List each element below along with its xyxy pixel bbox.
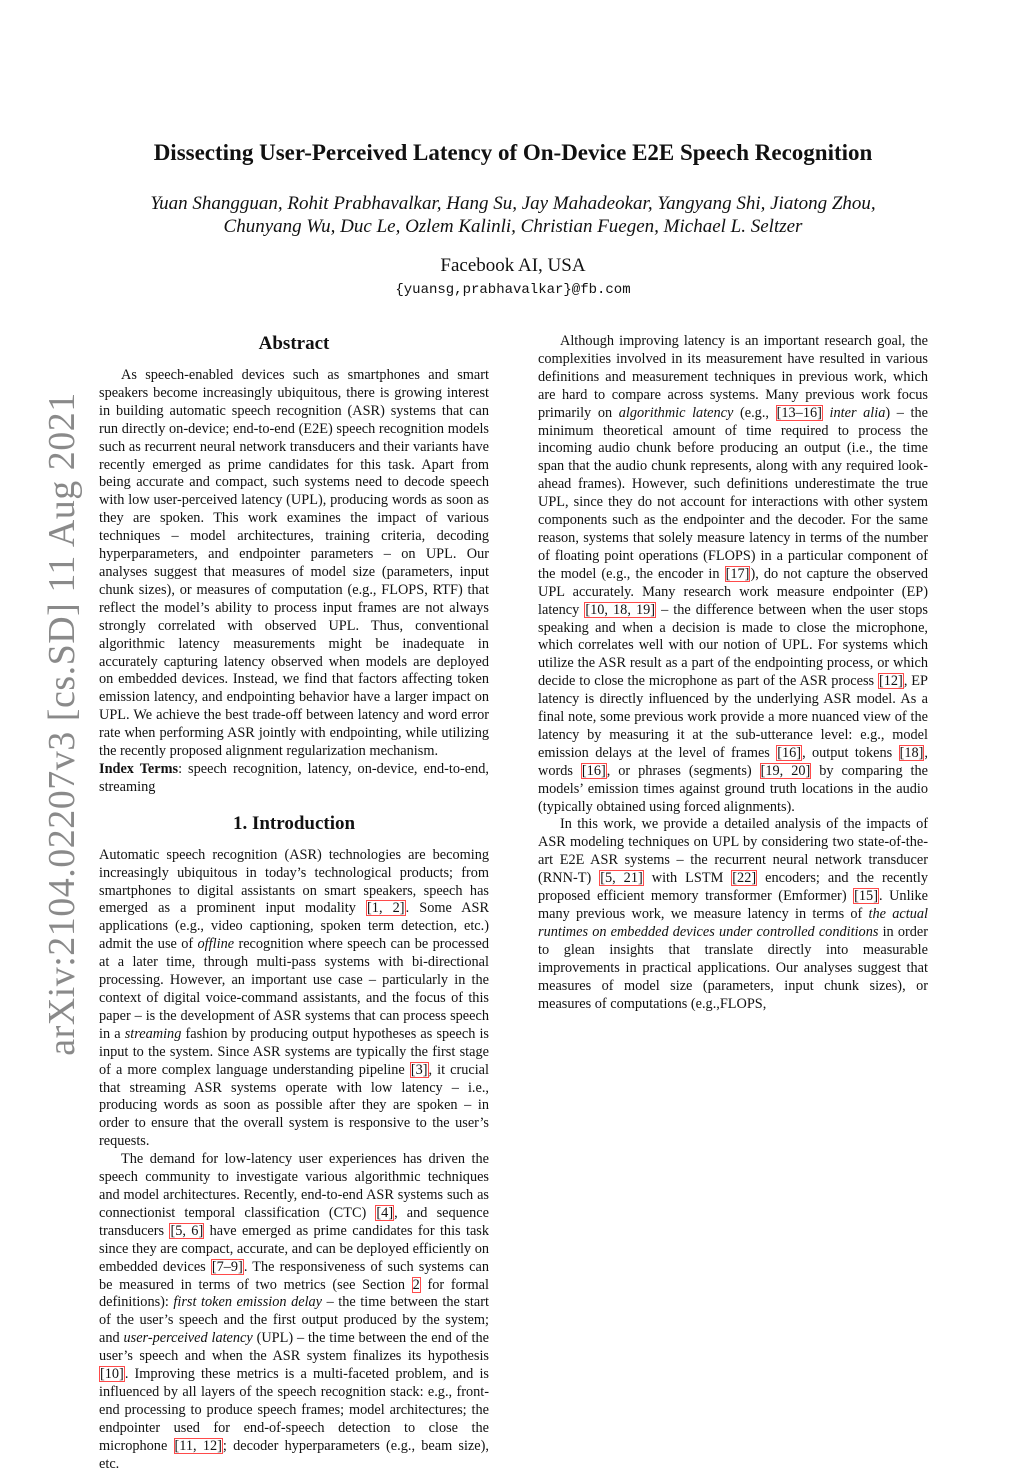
- abstract-heading: Abstract: [258, 333, 330, 354]
- intro-paragraph-3: Although improving latency is an important research goal, the complexities involved in its measurement have resulted in various definitions and measurement techniques in previous work, which are hard to compare across systems. Many previous work focus primarily on algorithmic latency (e.g., [13–16] inter alia) – the minimum theoretical amount of time required to process the incoming audio chunk before producing an output (i.e., the time span that the audio chunk represents, along with any required look-ahead frames). However, such definitions underestimate the true UPL, since they do not account for interactions with other system components such as the endpointer and the decoder. For the same reason, systems that solely measure latency in terms of the number of floating point operations (FLOPS) in a particular component of the model (e.g., the encoder in [17]), do not capture the observed UPL accurately. Many research work measure endpointer (EP) latency [10, 18, 19] – the difference between when the user stops speaking and when a decision is made to close the microphone, which correlates well with our notion of UPL. For systems which utilize the ASR result as a part of the endpointing process, or which decide to close the microphone as part of the ASR process [12], EP latency is directly influenced by the underlying ASR model. As a final note, some previous work provide a more nuanced view of the latency by measuring it at the sub-utterance level: e.g., model emission delays at the level of frames [16], output tokens [18], words [16], or phrases (segments) [19, 20] by comparing the models’ emission times against ground truth locations in the audio (typically obtained using forced alignments).: [538, 333, 929, 815]
- index-terms-text: : speech recognition, latency, on-device, end-to-end, streaming: [99, 760, 489, 795]
- introduction-heading: 1. Introduction: [232, 812, 356, 834]
- author-email: {yuansg,prabhavalkar}@fb.com: [395, 282, 631, 298]
- abstract-text: As speech-enabled devices such as smartphones and smart speakers become increasingly ubiquitous, there is growing interest in building automatic speech recognition (ASR) systems that can run directly on-device; end-to-end (E2E) speech recognition models such as recurrent neural network transducers and their variants have recently emerged as prime candidates for this task. Apart from being accurate and compact, such systems need to decode speech with low user-perceived latency (UPL), producing words as soon as they are spoken. This work examines the impact of various techniques – model architectures, training criteria, decoding hyperparameters, and endpointer parameters – on UPL. Our analyses suggest that measures of model size (parameters, input chunk sizes), or measures of computation (e.g., FLOPS, RTF) that reflect the model’s ability to process input frames are not always strongly correlated with observed UPL. Thus, conventional algorithmic latency measurements might be inadequate in accurately capturing latency observed when models are deployed on embedded devices. Instead, we find that factors affecting token emission latency, and endpointing behavior have a larger impact on UPL. We achieve the best trade-off between latency and word error rate when performing ASR jointly with endpointing, while utilizing the recently proposed alignment regularization mechanism.: [99, 367, 489, 760]
- index-terms: [99, 761, 489, 797]
- citation-link[interactable]: [5, 21]: [600, 870, 643, 887]
- citation-link[interactable]: [16]: [777, 744, 802, 761]
- citation-link[interactable]: [10, 18, 19]: [585, 601, 656, 618]
- citation-link[interactable]: [3]: [410, 1061, 428, 1078]
- intro-paragraph-4: In this work, we provide a detailed analysis of the impacts of ASR modeling techniques on UPL by considering two state-of-the-art E2E ASR systems – the recurrent neural network transducer (RNN-T) [5, 21] with LSTM [22] encoders; and the recently proposed efficient memory transformer (Emformer) [15]. Unlike many previous work, we measure latency in terms of the actual runtimes on embedded devices under controlled conditions in order to glean insights that translate directly into measurable improvements in practical applications. Our analyses suggest that measures of model size (parameters, input chunk sizes), or measures of computations (e.g.,FLOPS,: [538, 816, 929, 1012]
- citation-link[interactable]: [1, 2]: [367, 900, 405, 917]
- citation-link[interactable]: [22]: [732, 870, 757, 887]
- author-list: [80, 192, 946, 238]
- section-link[interactable]: 2: [412, 1276, 420, 1293]
- citation-link[interactable]: [12]: [878, 673, 903, 690]
- left-column: [99, 333, 489, 1473]
- right-column: [538, 333, 928, 1013]
- citation-link[interactable]: [17]: [725, 565, 750, 582]
- affiliation: Facebook AI, USA: [440, 255, 586, 276]
- citation-link[interactable]: [11, 12]: [174, 1437, 222, 1454]
- citation-link[interactable]: [18]: [899, 744, 924, 761]
- citation-link[interactable]: [10]: [100, 1366, 124, 1383]
- citation-link[interactable]: [7–9]: [211, 1258, 243, 1275]
- intro-paragraph-1: Automatic speech recognition (ASR) technologies are becoming increasingly ubiquitous in today’s technological products; from smartphones to digital assistants on smart speakers, speech has emerged as a prominent input modality [1, 2]. Some ASR applications (e.g., video captioning, spoken term detection, etc.) admit the use of offline recognition where speech can be processed at a later time, through multi-pass systems with bi-directional processing. However, an important use case – particularly in the context of digital voice-command assistants, and the focus of this paper – is the development of ASR systems that can process speech in a streaming fashion by producing output hypotheses as speech is input to the system. Since ASR systems are typically the first stage of a more complex language understanding pipeline [3], it crucial that streaming ASR systems operate with low latency – i.e., producing words as soon as possible after they are spoken – in order to ensure that the overall system is responsive to the user’s requests.: [99, 846, 490, 1150]
- index-terms-label: Index Terms: [99, 760, 179, 777]
- citation-link[interactable]: [16]: [581, 762, 606, 779]
- intro-paragraph-2: The demand for low-latency user experiences has driven the speech community to investigate various algorithmic techniques and model architectures. Recently, end-to-end ASR systems such as connectionist temporal classification (CTC) [4], and sequence transducers [5, 6] have emerged as prime candidates for this task since they are compact, accurate, and can be deployed efficiently on embedded devices [7–9]. The responsiveness of such systems can be measured in terms of two metrics (see Section 2 for formal definitions): first token emission delay – the time between the start of the user’s speech and the first output produced by the system; and user-perceived latency (UPL) – the time between the end of the user’s speech and when the ASR system finalizes its hypothesis [10]. Improving these metrics is a multi-faceted problem, and is influenced by all layers of the speech recognition stack: e.g., front-end processing to produce speech frames; model architectures; the endpointer used for end-of-speech detection to close the microphone [11, 12]; decoder hyperparameters (e.g., beam size), etc.: [99, 1151, 490, 1472]
- paper-title: Dissecting User-Perceived Latency of On-Device E2E Speech Recognition: [153, 140, 873, 165]
- citation-link[interactable]: [4]: [376, 1204, 394, 1221]
- citation-link[interactable]: [13–16]: [776, 404, 822, 421]
- authors-line-2: Chunyang Wu, Duc Le, Ozlem Kalinli, Christian Fuegen, Michael L. Seltzer: [223, 216, 803, 237]
- citation-link[interactable]: [19, 20]: [760, 762, 811, 779]
- citation-link[interactable]: [15]: [854, 888, 878, 905]
- authors-line-1: Yuan Shangguan, Rohit Prabhavalkar, Hang Su, Jay Mahadeokar, Yangyang Shi, Jiatong Zhou,: [150, 193, 876, 214]
- citation-link[interactable]: [5, 6]: [170, 1222, 204, 1239]
